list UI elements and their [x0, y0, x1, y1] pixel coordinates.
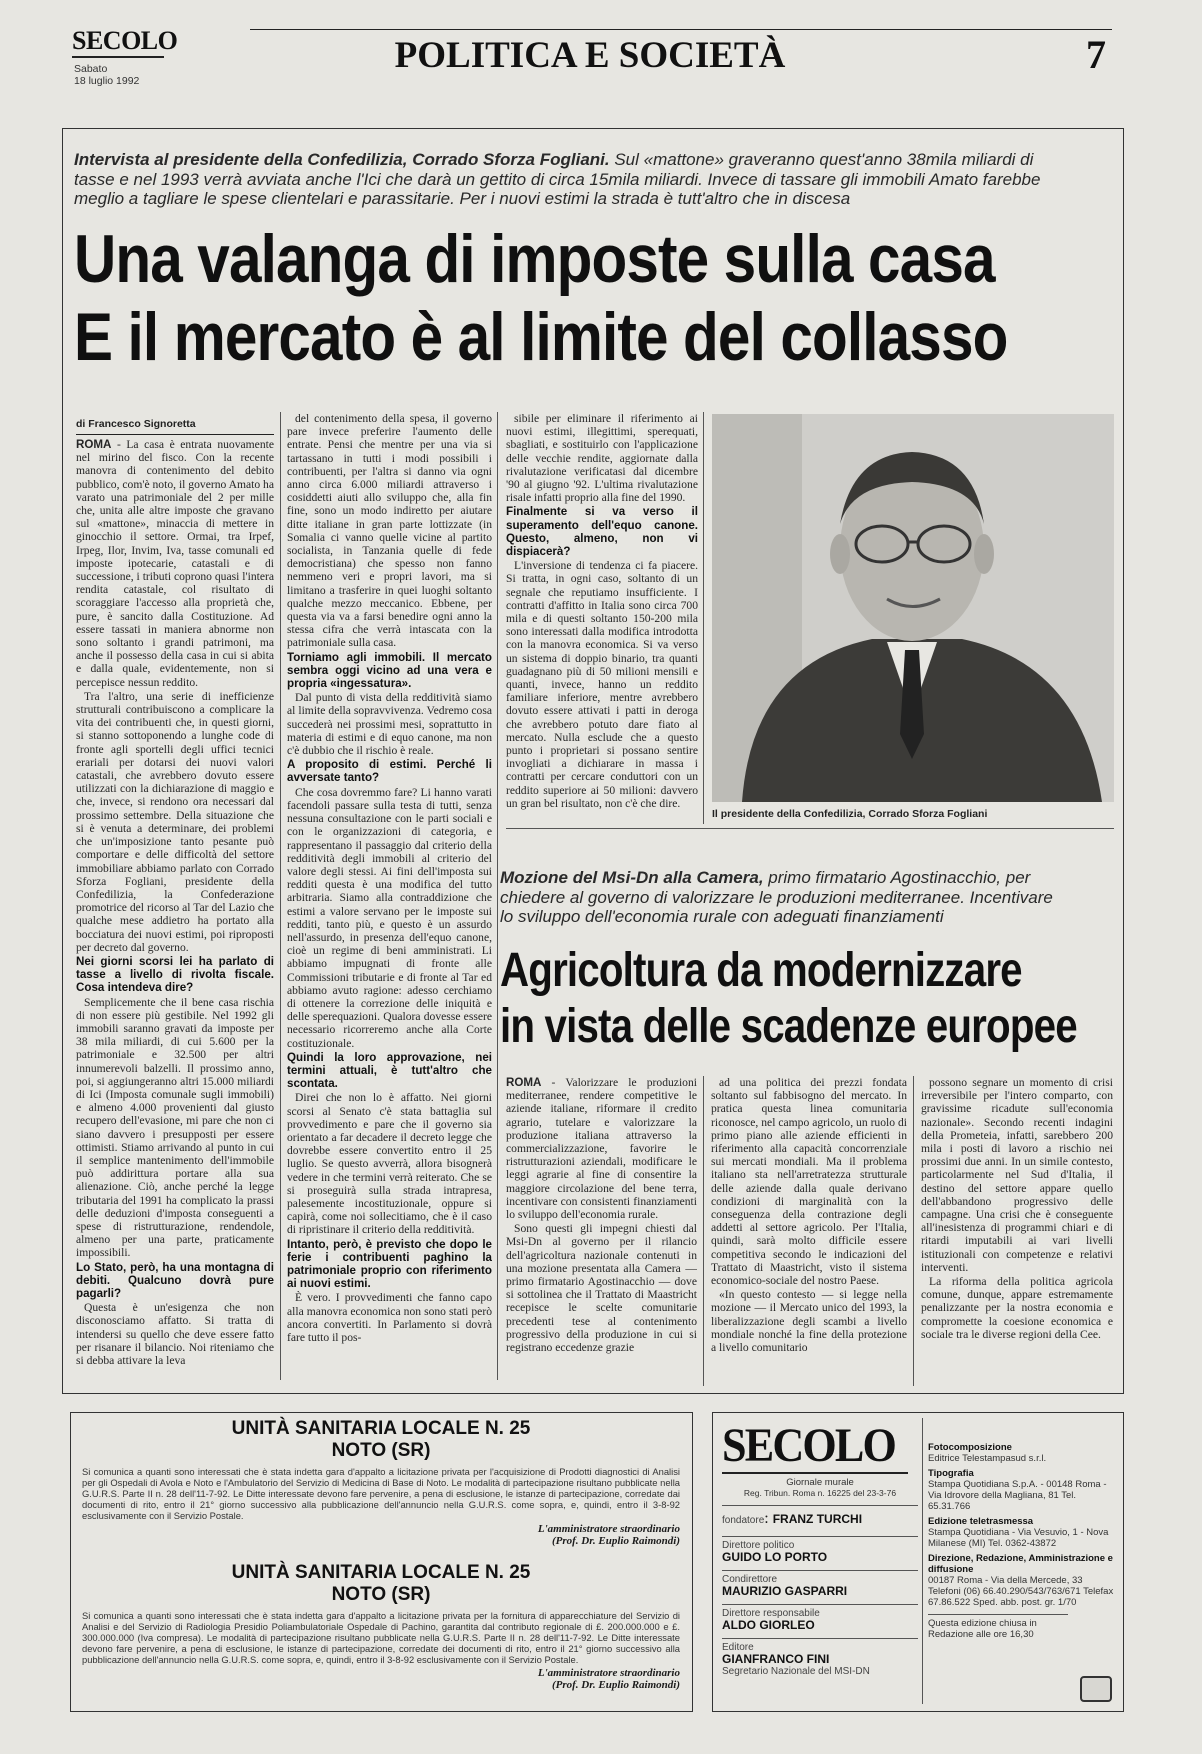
byline-rule	[76, 434, 274, 435]
lead-paragraph	[76, 438, 274, 689]
colophon-right-block-1	[928, 1468, 1114, 1512]
main-col-2	[287, 412, 492, 1388]
block-text: Editrice Telestampasud s.r.l.	[928, 1453, 1047, 1464]
column-rule-2	[497, 412, 498, 1380]
people-block-1	[722, 1570, 918, 1598]
colophon-right-block-4	[928, 1614, 1068, 1640]
people-name: GUIDO LO PORTO	[722, 1550, 828, 1564]
main-kicker-rest: Sul «mattone» graveranno quest'anno 38mila miliardi di tasse e nel 1993 verrà avviata anche l'Ici che darà un gettito di circa 15mila miliardi. Invece di tassare gli immobili Amato farebbe meglio a tagliare le spese clientelari e parassitarie. Per i nuovi estimi la strada è tutt'altro che in discesa	[74, 150, 1041, 208]
block-text: Stampa Quotidiana - Via Vesuvio, 1 - Nova Milanese (MI) Tel. 0362-43872	[928, 1527, 1109, 1549]
paragraph: La riforma della politica agricola comune, dunque, appare estremamente penalizzante per la nostra economia e compromette la coesione economica e sociale tra le diverse regioni della Cee.	[921, 1275, 1113, 1341]
second-headline-2: in vista delle scadenze europee	[500, 1000, 1077, 1053]
main-headline-2: E il mercato è al limite del collasso	[74, 299, 1008, 375]
ad-2-title: UNITÀ SANITARIA LOCALE N. 25	[231, 1562, 531, 1583]
portrait-photo	[712, 414, 1114, 802]
paragraph: ad una politica dei prezzi fondata soltanto sul fabbisogno del mercato. In pratica questa linea comunitaria riconosce, nel campo agricolo, un ruolo di primo piano alle aziende efficienti in riferimento alla capacità concorrenziale sui mercati mondiali. Ma il problema italiano sta nell'arretratezza strutturale delle aziende dalla quale derivano condizioni di marginalità con la conseguenza della contrazione degli addetti al settore agricolo. Per l'Italia, quindi, sarà molto difficile essere competitiva secondo le indicazioni del Trattato di Maastricht, visto il sistema economico-sociale del nostro Paese.	[711, 1076, 907, 1288]
interview-question: Lo Stato, però, ha una montagna di debiti. Qualcuno dovrà pure pagarli?	[76, 1260, 274, 1300]
people-role: Editore	[722, 1642, 754, 1653]
paragraph: Direi che non lo è affatto. Nei giorni scorsi al Senato c'è stata battaglia sul provvedimento e pare che il governo sia orientato a far decadere il decreto legge che dovrebbe essere convertito entro il 25 luglio. Se questo avverrà, allora bisognerà vedere in che termini verrà reiterato. Che se si proseguirà sulla strada intrapresa, palesemente incostituzionale, oppure si capirà, come noi sollecitiamo, che è il caso di ripristinare il criterio della redditività.	[287, 1091, 492, 1237]
portrait-illustration	[712, 414, 1114, 802]
ad-1-title: UNITÀ SANITARIA LOCALE N. 25	[231, 1418, 531, 1439]
second-kicker-lead: Mozione del Msi-Dn alla Camera,	[500, 868, 764, 887]
colophon-logo-rule	[722, 1472, 908, 1474]
logo-underline	[72, 56, 164, 58]
interview-question: Torniamo agli immobili. Il mercato sembra oggi vicino ad una vera e propria «ingessatura».	[287, 650, 492, 691]
block-heading: Tipografia	[928, 1468, 974, 1479]
union-label-icon	[1080, 1676, 1112, 1702]
main-kicker-lead: Intervista al presidente della Confedilizia, Corrado Sforza Fogliani.	[74, 150, 610, 169]
block-text: Questa edizione chiusa in Redazione alle ore 16,30	[928, 1618, 1037, 1640]
paragraph: possono segnare un momento di crisi irreversibile per l'intero comparto, con gravissime ricadute sull'economia nazionale». Secondo recenti indagini della Prometeia, infatti, sarebbero 200 mila i posti di lavoro a rischio nei prossimi due anni. In un simile contesto, particolarmente nel Sud d'Italia, il destino del settore appare quello dell'abbandono progressivo delle campagne. Una crisi che è conseguente all'inesistenza di programmi chiari e di ritardi imputabili ai vari livelli istituzionali con competenze e relativi interventi.	[921, 1076, 1113, 1274]
block-heading: Fotocomposizione	[928, 1442, 1012, 1453]
ad-2-signature-role: L'amministratore straordinario	[537, 1667, 680, 1679]
people-block-0	[722, 1536, 918, 1564]
interview-question: Intanto, però, è previsto che dopo le ferie i contribuenti paghino la patrimoniale proprio con riferimento ai nuovi estimi.	[287, 1237, 492, 1291]
block-heading: Direzione, Redazione, Amministrazione e diffusione	[928, 1553, 1113, 1575]
people-role: Direttore politico	[722, 1540, 795, 1551]
interview-question: A proposito di estimi. Perché li avversate tanto?	[287, 758, 492, 785]
paragraph: Dal punto di vista della redditività siamo al limite della sopravvivenza. Vedremo cosa succederà nei prossimi mesi, soprattutto in materia di estimi e di equo canone, ma non c'è dubbio che il rischio è reale.	[287, 691, 492, 758]
page-number: 7	[1086, 32, 1106, 77]
second-col-3	[921, 1076, 1113, 1384]
ad-1-signature-name: (Prof. Dr. Euplio Raimondi)	[551, 1535, 680, 1547]
paragraph: L'inversione di tendenza ci fa piacere. Si tratta, in ogni caso, soltanto di un segnale che reputiamo insufficiente. I contratti d'affitto in Italia sono circa 700 mila e di questi soltanto 150-200 mila sono interessati dalla modifica introdotta con la manovra economica. Si va verso un sistema di doppio binario, tra quanti guadagnano più di 50 milioni mensili e quanti, invece, hanno un reddito familiare inferiore, mentre avrebbero dovuto essere attivati i patti in deroga che avrebbero potuto dare fiato al mercato. Nulla esclude che a questo punto i proprietari si possano sentire invogliati a dichiarare in massa i contratti per cercare conduttori con un reddito superiore ai 50 milioni: davvero un gran bel risultato, non c'è che dire.	[506, 559, 698, 810]
dateline: ROMA	[76, 438, 112, 451]
interview-question: Nei giorni scorsi lei ha parlato di tasse a livello di rivolta fiscale. Cosa intendeva dire?	[76, 954, 274, 995]
paragraph: Questa è un'esigenza che non disconosciamo affatto. Si tratta di intendersi su quello che deve essere fatto per risanare il bilancio. Noi riteniamo che si debba attivare la leva	[76, 1301, 274, 1368]
second-col-1	[506, 1076, 697, 1384]
paragraph: Sono questi gli impegni chiesti dal Msi-Dn al governo per il rilancio dell'agricoltura nazionale contenuti in una mozione presentata alla Camera — primo firmatario Agostinacchio — dove si sottolinea che il Trattato di Maastricht recepisce le scelte comunitarie precedenti tese al contenimento progressivo della produzione in cui si registrano eccedenze grazie	[506, 1222, 697, 1355]
ad-1-subtitle: NOTO (SR)	[331, 1440, 431, 1461]
interview-question: Quindi la loro approvazione, nei termini attuali, è tutt'altro che scontata.	[287, 1050, 492, 1091]
main-col-3	[506, 412, 698, 827]
masthead-top-rule	[250, 29, 1112, 30]
lead-text: - Valorizzare le produzioni mediterranee, rendere competitive le aziende italiane, riformare il credito agrario, tutelare e valorizzare la produzione italiana attraverso la commercializzazione, favorire le ristrutturazioni aziendali, modificare le leggi agrarie al fine di consentire la maggiore circolazione del bene terra, incentivare con consistenti finanziamenti lo sviluppo dell'economia rurale.	[506, 1076, 697, 1222]
second-kicker-rest: primo firmatario Agostinacchio, per chiedere al governo di valorizzare le produzioni mediterranee. Incentivare lo sviluppo dell'economia rurale con adeguati finanziamenti	[500, 868, 1053, 926]
main-headline-1: Una valanga di imposte sulla casa	[74, 221, 995, 297]
masthead	[0, 0, 1202, 110]
people-block-3	[722, 1638, 918, 1677]
ad-2-subtitle: NOTO (SR)	[331, 1584, 431, 1605]
people-name: ALDO GIORLEO	[722, 1618, 815, 1632]
masthead-date: 18 luglio 1992	[74, 75, 140, 87]
photo-caption: Il presidente della Confedilizia, Corrado Sforza Fogliani	[712, 808, 988, 820]
lead-text: - La casa è entrata nuovamente nel mirino del fisco. Con la recente manovra di contenimento del debito pubblico, com'è noto, il governo Amato ha varato una patrimoniale del 2 per mille che, unita alle altre imposte che gravano sul «mattone», minaccia di mettere in ginocchio il settore. Ormai, tra Irpef, Irpeg, Ilor, Invim, Iva, tasse comunali ed imposte ipotecarie, catastali e di successione, i tributi coprono quasi l'intera rendita catastale, col risultato di scoraggiare l'accesso alla proprietà che, pure, è sancito dalla Costituzione. Ad essere tassati in maniera abnorme non sono soltanto i grandi patrimoni, ma anche il possesso della casa in cui si abita e dalla quale, evidentemente, non si percepisce nessun reddito.	[76, 438, 274, 689]
people-note: Segretario Nazionale del MSI-DN	[722, 1666, 870, 1677]
colophon-right-block-2	[928, 1516, 1114, 1549]
block-text: 00187 Roma - Via della Mercede, 33 Telefoni (06) 66.40.290/543/763/671 Telefax 67.86.522 Sped. abb. post. gr. 1/70	[928, 1575, 1114, 1608]
founder-name: FRANZ TURCHI	[772, 1512, 863, 1526]
paragraph: «In questo contesto — si legge nella mozione — il Mercato unico del 1993, la liberalizzazione degli scambi a livello mondiale nonché la fine della protezione a livello comunitario	[711, 1288, 907, 1355]
people-name: GIANFRANCO FINI	[722, 1652, 830, 1666]
dateline: ROMA	[506, 1076, 542, 1089]
people-role: Direttore responsabile	[722, 1608, 820, 1619]
colophon-left	[722, 1420, 918, 1677]
paragraph: Che cosa dovremmo fare? Li hanno varati facendoli passare sulla testa di tutti, senza nessuna consultazione con le parti sociali e con le organizzazioni di categoria, e rappresentano il passaggio dal criterio della redditività degli immobili al criterio del valore degli stessi. Ai fini dell'imposta sui redditi questa è una modifica del tutto arbitraria. Siamo alla contraddizione che estimi a valore servano per le imposte sui redditi, tanto più, e questo è un assurdo nell'assurdo, in presenza dell'equo canone, cioè un regime di beni amministrati. Li abbiamo impugnati di fronte alle Commissioni tributarie e di fronte al Tar ed abbiamo avuto ragione: adesso cerchiamo di ottenere la correzione delle iniquità e delle sperequazioni. Qualora dovesse essere necessario ricorreremo anche alla Corte costituzionale.	[287, 785, 492, 1050]
colophon-right	[928, 1442, 1114, 1640]
second-kicker	[500, 868, 1060, 927]
paragraph: È vero. I provvedimenti che fanno capo alla manovra economica non sono stati però ancora convertiti. In Parlamento si dovrà fare tutto il pos-	[287, 1291, 492, 1345]
photo-bottom-rule	[506, 828, 1114, 829]
colophon-subtitle: Giornale murale	[786, 1477, 854, 1488]
ad-1-text: Si comunica a quanti sono interessati che è stata indetta gara d'appalto a licitazione privata per l'acquisizione di Prodotti diagnostici di Analisi per gli Ospedali di Avola e Noto e l'Ambulatorio del Servizio di Medicina di Base di Noto. Le modalità di partecipazione risultano pubblicate nella G.U.R.S. Parte II n. 28 dell'11-7-92. Le Ditte interessate devono fare pervenire, a pena di esclusione, le istanze di partecipazione, corredate dai documenti di rito, entro il 21° giorno successivo alla pubblicazione dell'annuncio nella G.U.R.S. come sopra, e, quindi, entro il 3-8-92 esclusivamente con il Servizio Postale.	[82, 1466, 680, 1521]
ad-2	[82, 1562, 680, 1691]
lead-paragraph	[506, 1076, 697, 1221]
main-kicker	[74, 150, 1074, 209]
second-col-2	[711, 1076, 907, 1384]
section-title: POLITICA E SOCIETÀ	[394, 35, 786, 76]
second-column-rule-2	[913, 1076, 914, 1386]
founder-block: fondatore: FRANZ TURCHI	[722, 1505, 918, 1528]
paragraph: del contenimento della spesa, il governo pare invece preferire l'aumento delle entrate. Pensi che mentre per una via si tartassano in tutti i modi possibili i contribuenti, per l'altra si danno via ogni anno circa 6.000 miliardi attraverso i cosiddetti aiuti allo sviluppo che, alla fin fine, sono un modo indiretto per aiutare ditte italiane in gran parte lottizzate (in Somalia ci vanno quelle vicine al partito socialista, in Tanzania quelle di fede democristiana) che spesso non fanno nemmeno veri e propri lavori, ma si limitano a trasferire in quei luoghi soltanto qualche mezzo meccanico. Ebbene, per questa via va a farsi benedire ogni anno la stessa cifra che verrà intascata con la patrimoniale sulla casa.	[287, 412, 492, 650]
main-col-1	[76, 438, 274, 1388]
second-column-rule-1	[703, 1076, 704, 1386]
byline: di Francesco Signoretta	[76, 418, 196, 430]
colophon-divider	[922, 1418, 923, 1704]
founder-label: fondatore	[722, 1515, 765, 1526]
block-heading: Edizione teletrasmessa	[928, 1516, 1034, 1527]
colophon-right-block-3	[928, 1553, 1114, 1608]
ad-2-signature-name: (Prof. Dr. Euplio Raimondi)	[551, 1679, 680, 1691]
colophon-right-block-0	[928, 1442, 1114, 1464]
ad-1	[82, 1418, 680, 1547]
masthead-logo: SECOLO	[72, 26, 178, 55]
people-role: Condirettore	[722, 1574, 778, 1585]
interview-question: Finalmente si va verso il superamento dell'equo canone. Questo, almeno, non vi dispiacerà?	[506, 505, 698, 559]
column-rule-3	[703, 412, 704, 824]
colophon-logo: SECOLO	[722, 1419, 896, 1472]
paragraph: sibile per eliminare il riferimento ai nuovi estimi, illegittimi, sperequati, sbagliati, e sostituirlo con l'applicazione delle vecchie rendite, aggiornate dalla rivalutazione verificatasi dal dicembre '90 al giugno '92. L'ultima rivalutazione risale infatti proprio alla fine del 1990.	[506, 412, 698, 505]
paragraph: Tra l'altro, una serie di inefficienze strutturali contribuiscono a complicare la vita dei contribuenti che, in questi giorni, si stanno sottoponendo a lunghe code di fronte agli sportelli degli uffici tecnici erariali per dotarsi dei nuovi valori catastali, che avrebbero dovuto essere utilizzati con la dichiarazione di maggio e che, invece, si rendono ora necessari dal prossimo settembre. Della situazione che si è venuta a determinare, dei problemi che un'imposizione tanto pesante può comportare e delle difficoltà del settore immobiliare abbiamo parlato con Corrado Sforza Fogliani, presidente della Confedilizia, la Confederazione promotrice del ricorso al Tar del Lazio che qualche mese addietro ha portato alla bocciatura dei nuovi estimi, poi riproposti per decreto dal governo.	[76, 689, 274, 954]
colophon-registration: Reg. Tribun. Roma n. 16225 del 23-3-76	[743, 1488, 897, 1498]
people-block-2	[722, 1604, 918, 1632]
block-text: Stampa Quotidiana S.p.A. - 00148 Roma - Via Idrovore della Magliana, 81 Tel. 65.31.766	[928, 1479, 1107, 1512]
masthead-day: Sabato	[74, 63, 108, 75]
ad-1-signature-role: L'amministratore straordinario	[537, 1523, 680, 1535]
second-headline-1: Agricoltura da modernizzare	[500, 944, 1022, 997]
column-rule-1	[280, 412, 281, 1380]
paragraph: Semplicemente che il bene casa rischia di non essere più gestibile. Nel 1992 gli immobili saranno gravati da imposte per 38 mila miliardi, di cui 5.600 per la patrimoniale e 32.500 per altri innumerevoli balzelli. Il prossimo anno, poi, si aggiungeranno altri 15.000 miliardi di Ici (Imposta comunale sugli immobili) e almeno 4.000 provenienti dal giusto recupero dell'evasione, mi pare che non ci siano davvero i presupposti per essere ottimisti. Stiamo arrivando al punto in cui il semplice mantenimento dell'immobile può addirittura portare alla sua alienazione. Ciò, anche perché la legge tributaria del 1991 ha complicato la prassi delle deduzioni d'imposta conseguenti a spese di ristrutturazione, rendendole, almeno per una parte, praticamente impossibili.	[76, 995, 274, 1260]
ad-2-text: Si comunica a quanti sono interessati che è stata indetta gara d'appalto a licitazione privata per la fornitura di apparecchiature del Servizio di Analisi e del Servizio di Radiologia Presidio Poliambulatoriale Ospedale di Pachino, garantita dal contributo regionale di £. 200.000.000 e £. 300.000.000 (Iva compresa). Le modalità di partecipazione risultano pubblicate nella G.U.R.S. Parte II n. 28 dell'11-7-92. Le Ditte interessate devono fare pervenire, a pena di esclusione, le istanze di partecipazione, corredate dei documenti di rito, entro il 21° giorno successivo alla pubblicazione dell'annuncio nella G.U.R.S. come sopra, e, quindi, entro il 3-8-92 esclusivamente con il Servizio Postale.	[82, 1610, 680, 1665]
people-name: MAURIZIO GASPARRI	[722, 1584, 848, 1598]
